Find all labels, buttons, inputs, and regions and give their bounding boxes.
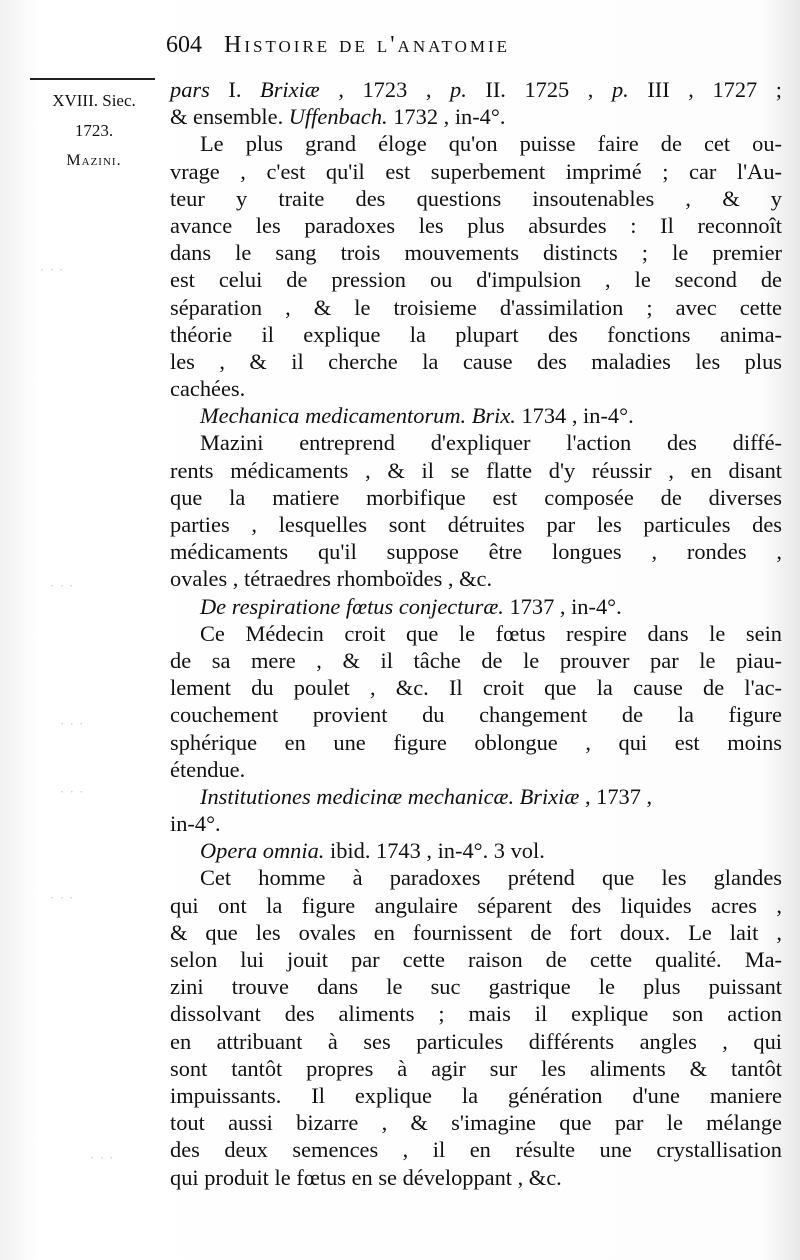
text-run: impuissants. Il explique la génération d'une maniere xyxy=(170,1082,782,1108)
text-line xyxy=(170,158,782,185)
text-run: I. xyxy=(209,77,261,102)
text-run: 1737 , in-4°. xyxy=(503,593,622,619)
text-line xyxy=(170,892,782,919)
text-run: cachées. xyxy=(170,376,246,402)
text-run: qui produit le fœtus en se développant , &c. xyxy=(170,1164,562,1190)
text-line xyxy=(170,810,782,837)
text-line xyxy=(170,701,782,728)
italic-text: p. xyxy=(611,77,629,102)
text-run: & ensemble. xyxy=(170,104,289,130)
text-run: dissolvant des aliments ; mais il explique son action xyxy=(170,1001,782,1027)
italic-text: Mechanica medicamentorum. Brix. xyxy=(200,403,516,429)
text-run: théorie il explique la plupart des fonctions anima- xyxy=(170,321,782,347)
text-line xyxy=(170,130,782,157)
text-run: couchement provient du changement de la figure xyxy=(170,702,782,728)
text-run: qui ont la figure angulaire séparent des liquides acres , xyxy=(170,892,782,918)
text-run: sont tantôt propres à agir sur les aliments & tantôt xyxy=(170,1055,782,1081)
text-run: de sa mere , & il tâche de le prouver par le piau- xyxy=(170,647,782,673)
text-line xyxy=(170,239,782,266)
text-line xyxy=(170,1000,782,1027)
bleed-through-mark: · · · xyxy=(60,716,85,731)
bleed-through-mark: · · · xyxy=(60,784,85,799)
italic-text: De respiratione fœtus conjecturæ. xyxy=(200,593,504,619)
text-run: zini trouve dans le suc gastrique le plus puissant xyxy=(170,974,782,1000)
text-line xyxy=(170,973,782,1000)
text-run: in-4°. xyxy=(170,811,221,837)
text-line xyxy=(170,429,782,456)
text-run: 1732 , in-4°. xyxy=(387,104,506,130)
text-run: lement du poulet , &c. Il croit que la cause de l'ac- xyxy=(170,675,782,701)
text-run: selon lui jouit par cette raison de cette qualité. Ma- xyxy=(170,947,782,972)
text-line xyxy=(170,185,782,212)
italic-text: Brixiæ xyxy=(260,77,320,102)
text-line xyxy=(170,266,782,293)
text-line xyxy=(170,919,782,946)
text-line xyxy=(170,402,782,429)
text-run: 1734 , in-4°. xyxy=(515,403,634,429)
text-line xyxy=(170,1109,782,1136)
text-run: sphérique en une figure oblongue , qui est moins xyxy=(170,729,782,755)
text-line xyxy=(170,76,782,103)
text-line xyxy=(170,620,782,647)
text-run: III , 1727 ; xyxy=(628,77,783,102)
text-line xyxy=(170,103,782,130)
text-run: parties , lesquelles sont détruites par les particules des xyxy=(170,512,782,537)
bleed-through-mark: · · · xyxy=(50,890,75,905)
text-line xyxy=(170,565,782,592)
text-line xyxy=(170,1164,782,1191)
text-line xyxy=(170,294,782,321)
text-run: Ce Médecin croit que le fœtus respire dans le sein xyxy=(200,620,782,646)
text-line xyxy=(170,864,782,891)
text-run: II. 1725 , xyxy=(466,77,612,102)
text-run: & que les ovales en fournissent de fort doux. Le lait , xyxy=(170,919,782,945)
text-run: Cet homme à paradoxes prétend que les glandes xyxy=(200,865,782,891)
text-run: Le plus grand éloge qu'on puisse faire de cet ou- xyxy=(200,131,782,157)
text-run: en attribuant à ses particules différents angles , qui xyxy=(170,1028,782,1054)
text-line xyxy=(170,1028,782,1055)
text-line xyxy=(170,1082,782,1109)
running-head: Histoire de l'anatomie xyxy=(224,32,511,58)
margin-year: 1723. xyxy=(74,121,114,140)
margin-notes xyxy=(28,86,160,176)
page-header xyxy=(166,32,786,70)
text-line xyxy=(170,1055,782,1082)
text-run: , 1737 , xyxy=(579,783,653,809)
text-run: des deux semences , il en résulte une crystallisation xyxy=(170,1137,782,1163)
text-run: tout aussi bizarre , & s'imagine que par le mélange xyxy=(170,1110,782,1136)
text-line xyxy=(170,212,782,239)
margin-century: XVIII. Siec. xyxy=(52,91,136,110)
text-run: avance les paradoxes les plus absurdes : Il reconnoît xyxy=(170,212,782,238)
text-line xyxy=(170,375,782,402)
text-line xyxy=(170,1136,782,1163)
text-line xyxy=(170,593,782,620)
text-line xyxy=(170,674,782,701)
text-line xyxy=(170,457,782,484)
italic-text: p. xyxy=(450,77,467,102)
text-run: ibid. 1743 , in-4°. 3 vol. xyxy=(324,838,545,864)
margin-rule xyxy=(30,78,155,80)
italic-text: Opera omnia. xyxy=(200,838,325,864)
text-line xyxy=(170,729,782,756)
text-run: ovales , tétraedres rhomboïdes , &c. xyxy=(170,566,493,592)
text-run: teur y traite des questions insoutenables , & y xyxy=(170,185,782,211)
text-line xyxy=(170,756,782,783)
text-run: dans le sang trois mouvements distincts ; le premier xyxy=(170,240,782,266)
text-line xyxy=(170,837,782,864)
bleed-through-mark: · · · xyxy=(40,262,65,277)
text-line xyxy=(170,647,782,674)
text-line xyxy=(170,511,782,538)
margin-author: Mazini. xyxy=(66,152,122,169)
text-run: les , & il cherche la cause des maladies les plus xyxy=(170,348,782,374)
text-run: , 1723 , xyxy=(319,77,451,102)
text-run: vrage , c'est qu'il est superbement imprimé ; car l'Au- xyxy=(170,158,782,184)
body-text xyxy=(170,76,782,1191)
page-number: 604 xyxy=(166,32,202,58)
text-line xyxy=(170,484,782,511)
text-run: étendue. xyxy=(170,756,246,782)
text-run: médicaments qu'il suppose être longues , rondes , xyxy=(170,539,782,565)
text-run: Mazini entreprend d'expliquer l'action des diffé- xyxy=(200,430,782,456)
text-line xyxy=(170,321,782,348)
text-line xyxy=(170,946,782,973)
text-run: est celui de pression ou d'impulsion , le second de xyxy=(170,267,782,293)
text-run: que la matiere morbifique est composée de diverses xyxy=(170,484,782,510)
text-run: rents médicaments , & il se flatte d'y réussir , en disant xyxy=(170,457,782,483)
italic-text: Uffenbach. xyxy=(288,104,388,130)
italic-text: pars xyxy=(170,77,210,102)
text-line xyxy=(170,538,782,565)
text-run: séparation , & le troisieme d'assimilation ; avec cette xyxy=(170,294,782,320)
text-line xyxy=(170,783,782,810)
bleed-through-mark: · · · xyxy=(50,578,75,593)
text-line xyxy=(170,348,782,375)
italic-text: Institutiones medicinæ mechanicæ. Brixiæ xyxy=(200,783,580,809)
bleed-through-mark: · · · xyxy=(90,1150,115,1165)
